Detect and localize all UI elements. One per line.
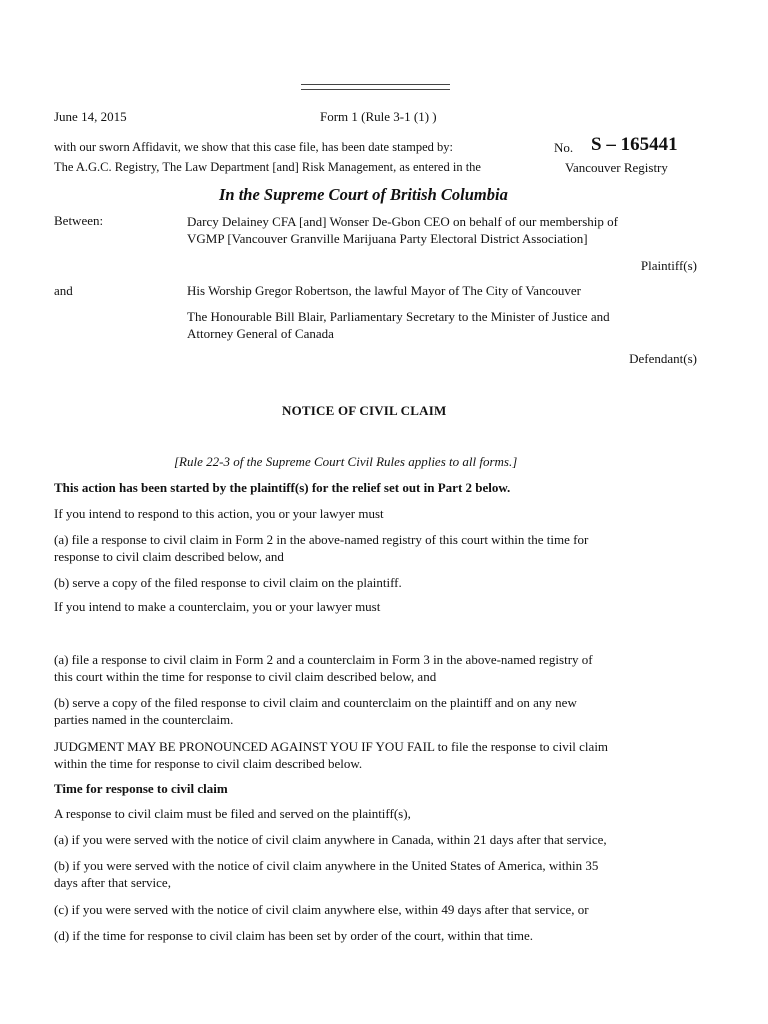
and-label: and [54, 283, 73, 298]
registry-entry-line: The A.G.C. Registry, The Law Department [and] Risk Management, as entered in the [54, 160, 481, 174]
paragraph-line: parties named in the counterclaim. [54, 712, 234, 727]
rule-note: [Rule 22-3 of the Supreme Court Civil Rules applies to all forms.] [174, 454, 518, 469]
time-section-intro: A response to civil claim must be filed and served on the plaintiff(s), [54, 806, 411, 821]
counterclaim-item-b [54, 694, 577, 728]
between-label: Between: [54, 213, 104, 228]
paragraph-line: (a) file a response to civil claim in Form 2 and a counterclaim in Form 3 in the above-named registry of [54, 652, 593, 667]
action-started-statement: This action has been started by the plaintiff(s) for the relief set out in Part 2 below. [54, 480, 511, 495]
time-item-b [54, 857, 598, 891]
paragraph-line: days after that service, [54, 875, 171, 890]
paragraph-line: (b) if you were served with the notice of civil claim anywhere in the United States of America, within 35 [54, 858, 599, 873]
respond-intro: If you intend to respond to this action, you or your lawyer must [54, 506, 384, 521]
time-section-heading: Time for response to civil claim [54, 781, 228, 796]
plaintiff-names [187, 213, 618, 247]
case-number: S – 165441 [591, 134, 678, 155]
plaintiff-role: Plaintiff(s) [640, 258, 697, 273]
time-item-d: (d) if the time for response to civil claim has been set by order of the court, within that time. [54, 928, 534, 943]
document-date: June 14, 2015 [54, 109, 127, 124]
paragraph-line: JUDGMENT MAY BE PRONOUNCED AGAINST YOU IF YOU FAIL to file the response to civil claim [54, 739, 609, 754]
respond-item-b: (b) serve a copy of the filed response to civil claim on the plaintiff. [54, 575, 402, 590]
defendant-line: The Honourable Bill Blair, Parliamentary Secretary to the Minister of Justice and [187, 309, 610, 324]
court-title: In the Supreme Court of British Columbia [219, 185, 508, 204]
defendant-line: Attorney General of Canada [187, 326, 334, 341]
paragraph-line: (a) file a response to civil claim in Form 2 in the above-named registry of this court within the time for [54, 532, 589, 547]
judgment-warning [54, 738, 608, 772]
form-reference: Form 1 (Rule 3-1 (1) ) [320, 109, 437, 124]
sworn-affidavit-line: with our sworn Affidavit, we show that this case file, has been date stamped by: [54, 140, 453, 154]
time-item-c: (c) if you were served with the notice of civil claim anywhere else, within 49 days after that service, or [54, 902, 589, 917]
time-item-a: (a) if you were served with the notice of civil claim anywhere in Canada, within 21 days after that service, [54, 832, 607, 847]
paragraph-line: response to civil claim described below, and [54, 549, 284, 564]
case-number-label: No. [554, 140, 574, 155]
plaintiff-line: Darcy Delainey CFA [and] Wonser De-Gbon CEO on behalf of our membership of [187, 214, 618, 229]
defendant-one: His Worship Gregor Robertson, the lawful Mayor of The City of Vancouver [187, 283, 581, 298]
paragraph-line: (b) serve a copy of the filed response to civil claim and counterclaim on the plaintiff and on any new [54, 695, 577, 710]
defendant-role: Defendant(s) [629, 351, 697, 366]
registry-name: Vancouver Registry [565, 160, 668, 175]
notice-title: NOTICE OF CIVIL CLAIM [282, 403, 447, 418]
plaintiff-line: VGMP [Vancouver Granville Marijuana Party Electoral District Association] [187, 231, 588, 246]
paragraph-line: this court within the time for response to civil claim described below, and [54, 669, 437, 684]
respond-item-a [54, 531, 588, 565]
header-double-rule [301, 84, 450, 90]
counterclaim-item-a [54, 651, 593, 685]
counterclaim-intro: If you intend to make a counterclaim, you or your lawyer must [54, 599, 381, 614]
defendant-two [187, 308, 610, 342]
paragraph-line: within the time for response to civil claim described below. [54, 756, 363, 771]
